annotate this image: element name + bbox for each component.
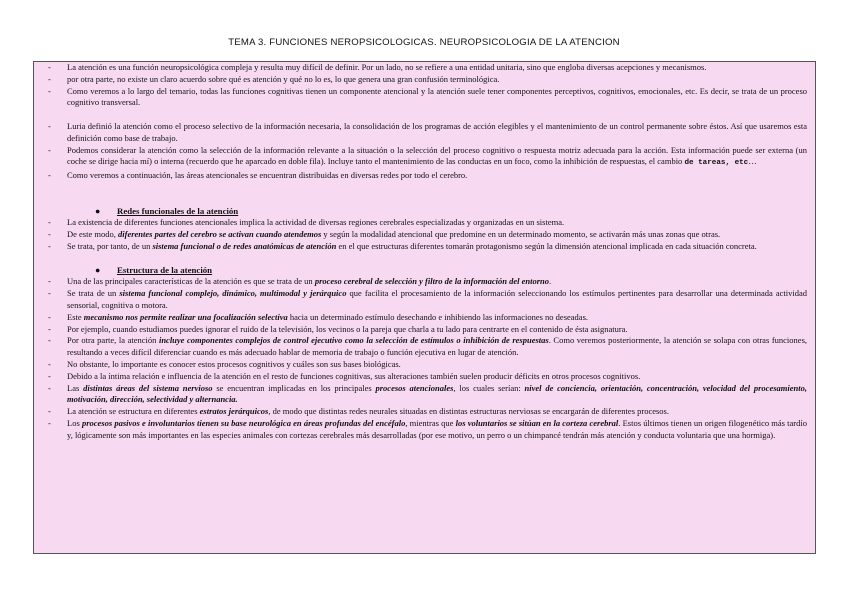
- content-box: [33, 61, 816, 554]
- list-item: [34, 241, 815, 253]
- dash-marker: -: [48, 417, 51, 428]
- body-text: …: [748, 156, 757, 167]
- body-text: La atención es una función neuropsicológica compleja y resulta muy difícil de definir. Por un lado, no se refiere a una entidad unitaria, sino que engloba diversas acepciones y mecanismos.: [67, 62, 707, 72]
- body-text: , de modo que distintas redes neurales situadas en distintas estructuras nerviosas se encargarán de diferentes procesos.: [268, 406, 669, 417]
- body-text: Como veremos a lo largo del temario, todas las funciones cognitivas tienen un componente atencional y la atención suele tener componentes perceptivos, cognitivos, emocionales, etc. Es decir, se trata de un proceso cognitivo transversal.: [67, 85, 807, 108]
- body-text: . Estos últimos tienen un origen filogenético más tardío y, lógicamente son más importantes en las especies animales con cortezas cerebrales más desarrolladas (por ese motivo, un perro o un chimpancé tendrán más atención y conducta voluntaria que una hormiga).: [67, 417, 807, 440]
- emphasis-text: distintas áreas del sistema nervioso: [83, 382, 213, 393]
- body-text: . Como veremos posteriormente, la atención se solapa con otras funciones, resultando a veces difícil diferenciar cuando es más adecuado hablar de memoria de trabajo o función ejecutiva en lugar de atención.: [67, 335, 807, 358]
- emphasis-text: sistema funcional o de redes anatómicas de atención: [152, 240, 337, 251]
- dash-marker: -: [48, 170, 51, 181]
- list-item-text: [67, 371, 807, 383]
- dash-marker: -: [48, 120, 51, 131]
- list-item: [34, 86, 815, 110]
- list-item: [34, 170, 815, 182]
- body-text: Una de las principales características de la atención es que se trata de un: [67, 276, 315, 287]
- list-item: [34, 359, 815, 371]
- dash-marker: -: [48, 311, 51, 322]
- list-item: [34, 324, 815, 336]
- body-text: y según la modalidad atencional que predomine en un determinado momento, se activarán más unas zonas que otras.: [321, 229, 721, 240]
- body-text: Se trata de un: [67, 288, 120, 299]
- body-text: La atención se estructura en diferentes: [67, 406, 200, 417]
- emphasis-text: de tareas, etc: [684, 159, 749, 168]
- spacer: [34, 109, 815, 121]
- dash-marker: -: [48, 229, 51, 240]
- body-text: , los cuales serían:: [453, 382, 525, 393]
- body-text: por otra parte, no existe un claro acuerdo sobre qué es atención y qué no lo es, lo que genera una gran confusión terminológica.: [67, 73, 500, 84]
- body-text: Los: [67, 417, 82, 428]
- list-item-text: [67, 335, 807, 359]
- body-text: Como veremos a continuación, las áreas atencionales se encuentran distribuidas en diversas redes por todo el cerebro.: [67, 170, 468, 181]
- emphasis-text: nivel de conciencia, orientación, concentración, velocidad del procesamiento, motivación, dirección, selectividad y alternancia.: [67, 382, 807, 405]
- emphasis-text: diferentes partes del cerebro se activan cuando atendemos: [118, 229, 322, 240]
- list-item: [34, 229, 815, 241]
- dash-marker: -: [48, 85, 51, 96]
- document-title: TEMA 3. FUNCIONES NEROPSICOLOGICAS. NEUROPSICOLOGIA DE LA ATENCION: [228, 37, 620, 48]
- list-item: [34, 217, 815, 229]
- spacer: [34, 253, 815, 265]
- list-item: [34, 62, 815, 74]
- list-item: [34, 288, 815, 312]
- list-item-text: [67, 121, 807, 145]
- list-item-text: [67, 359, 807, 371]
- dash-marker: -: [48, 370, 51, 381]
- dash-marker: -: [48, 323, 51, 334]
- list-item-text: [67, 74, 807, 86]
- body-text: .: [549, 276, 552, 287]
- list-item: [34, 383, 815, 407]
- dash-marker: -: [48, 73, 51, 84]
- list-item-text: [67, 324, 807, 336]
- list-item-text: [67, 145, 807, 171]
- emphasis-text: incluye componentes complejos de control ejecutivo como la selección de estímulos o inhibición de respuestas: [158, 335, 549, 346]
- dash-marker: -: [48, 406, 51, 417]
- dash-marker: -: [48, 144, 51, 155]
- list-item: [34, 74, 815, 86]
- content-list: [34, 62, 815, 442]
- list-item-text: [67, 241, 807, 253]
- list-item: [34, 312, 815, 324]
- body-text: Podemos considerar la atención como la selección de la información relevante a la situación o la selección del proceso cognitivo o respuesta motriz adecuada para la acción. Esta información puede ser externa (un coche se dirige hacia mí) o interna (recuerdo que he aparcado en doble fila). Incluye tanto el mantenimiento de las conductas en un foco, como la inhibición de respuestas, el cambio: [67, 144, 807, 167]
- emphasis-text: los voluntarios se sitúan en la corteza cerebral: [455, 417, 619, 428]
- body-text: De este modo,: [67, 229, 118, 240]
- body-text: en el que estructuras diferentes tomarán protagonismo según la dimensión atencional implicada en cada situación concreta.: [336, 240, 757, 251]
- section-heading-text: Redes funcionales de la atención: [117, 205, 239, 216]
- body-text: hacia un determinado estímulo desechando e inhibiendo las informaciones no deseadas.: [287, 311, 589, 322]
- list-item-text: [67, 312, 807, 324]
- emphasis-text: procesos atencionales: [375, 382, 454, 393]
- list-item-text: [67, 288, 807, 312]
- dash-marker: -: [48, 288, 51, 299]
- body-text: Debido a la íntima relación e influencia de la atención en el resto de funciones cognitivas, sus alteraciones también suelen producir déficits en otros procesos cognitivos.: [67, 370, 641, 381]
- section-heading-estructura: [34, 265, 815, 277]
- body-text: Las: [67, 382, 84, 393]
- dash-marker: -: [48, 276, 51, 287]
- bullet-icon: ●: [95, 264, 101, 275]
- body-text: No obstante, lo importante es conocer estos procesos cognitivos y cuáles son sus bases biológicas.: [67, 358, 401, 369]
- dash-marker: -: [48, 335, 51, 346]
- body-text: Este: [67, 311, 84, 322]
- body-text: que facilita el procesamiento de la información seleccionando los estímulos pertinentes para desarrollar una determinada actividad sensorial, cognitiva o motora.: [67, 288, 807, 310]
- dash-marker: -: [48, 217, 51, 228]
- list-item-text: [67, 383, 807, 407]
- list-item-text: [67, 229, 807, 241]
- list-item-text: [67, 86, 807, 110]
- emphasis-text: mecanismo nos permite realizar una focalización selectiva: [83, 311, 288, 322]
- section-heading-text: Estructura de la atención: [117, 264, 213, 275]
- list-item: [34, 418, 815, 442]
- list-item: [34, 276, 815, 288]
- list-item-text: [67, 62, 807, 74]
- body-text: Se trata, por tanto, de un: [67, 240, 153, 251]
- list-item: [34, 406, 815, 418]
- body-text: La existencia de diferentes funciones atencionales implica la actividad de diversas regiones cerebrales especializadas y organizadas en un sistema.: [67, 217, 565, 228]
- dash-marker: -: [48, 358, 51, 369]
- emphasis-text: proceso cerebral de selección y filtro de la información del entorno: [314, 276, 550, 287]
- emphasis-text: sistema funcional complejo, dinámico, multimodal y jerárquico: [119, 288, 347, 299]
- list-item: [34, 121, 815, 145]
- body-text: se encuentran implicadas en los principales: [212, 382, 376, 393]
- list-item-text: [67, 217, 807, 229]
- list-item: [34, 371, 815, 383]
- list-item-text: [67, 170, 807, 182]
- body-text: Por ejemplo, cuando estudiamos puedes ignorar el ruido de la televisión, los vecinos o la pareja que charla a tu lado para centrarte en el contenido de ésta asignatura.: [67, 323, 628, 334]
- dash-marker: -: [48, 240, 51, 251]
- section-heading-redes: [34, 206, 815, 218]
- bullet-icon: ●: [95, 205, 101, 216]
- body-text: , mientras que: [405, 417, 456, 428]
- body-text: Por otra parte, la atención: [67, 335, 159, 346]
- list-item-text: [67, 276, 807, 288]
- dash-marker: -: [48, 62, 51, 72]
- body-text: Luria definió la atención como el proceso selectivo de la información necesaria, la consolidación de los programas de acción elegibles y el mantenimiento de un control permanente sobre éstos. Así que usaremos esta definición como base de trabajo.: [67, 120, 807, 143]
- spacer: [34, 182, 815, 206]
- emphasis-text: estratos jerárquicos: [199, 406, 269, 417]
- list-item: [34, 335, 815, 359]
- dash-marker: -: [48, 382, 51, 393]
- list-item-text: [67, 406, 807, 418]
- list-item-text: [67, 418, 807, 442]
- emphasis-text: procesos pasivos e involuntarios tienen su base neurológica en áreas profundas del encéfalo: [81, 417, 406, 428]
- list-item: [34, 145, 815, 171]
